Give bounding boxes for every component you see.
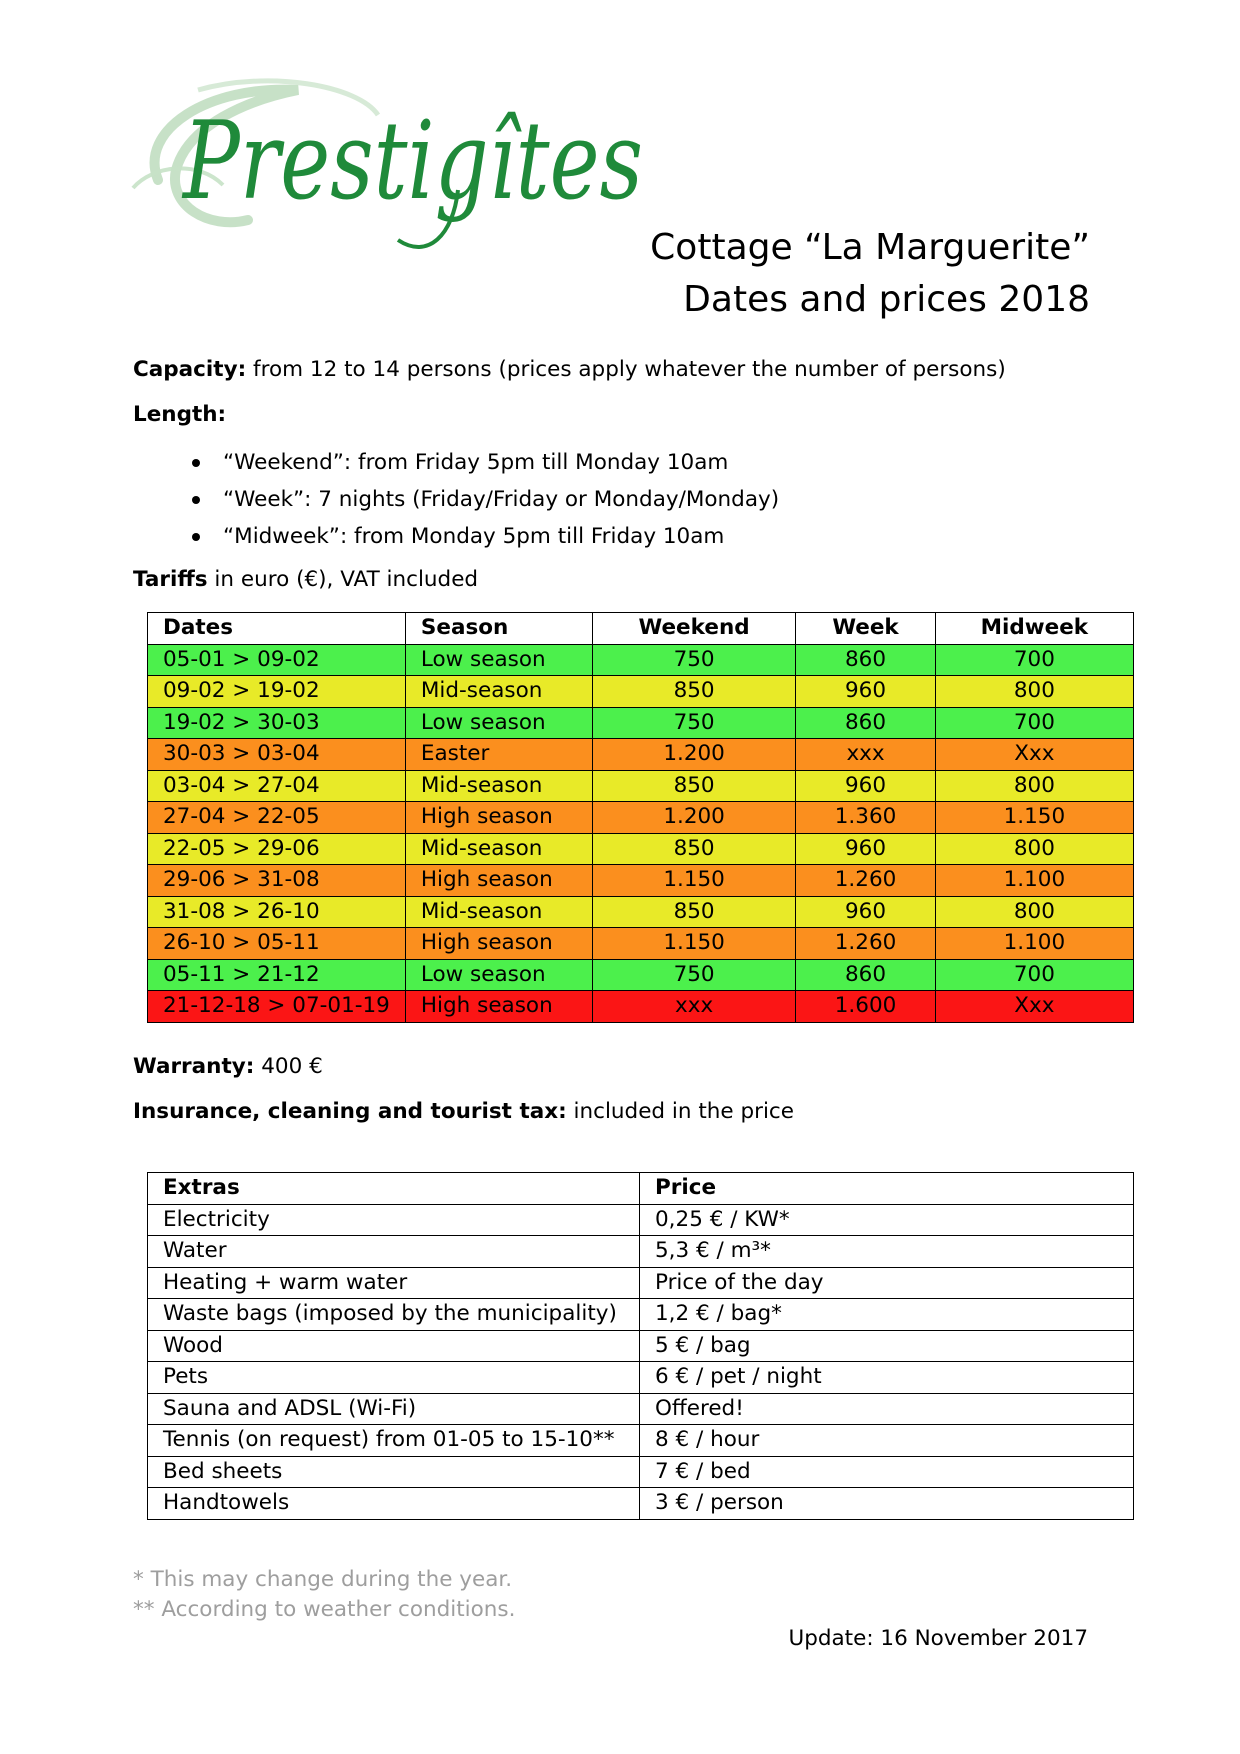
cell-extra-price: 0,25 € / KW*	[640, 1204, 1134, 1236]
capacity-text: from 12 to 14 persons (prices apply whatever the number of persons)	[246, 357, 1006, 382]
tariff-row	[148, 833, 1134, 865]
cell-dates: 26-10 > 05-11	[148, 928, 406, 960]
length-label-line	[133, 402, 226, 428]
extras-row	[148, 1393, 1134, 1425]
cell-extra-price: Offered!	[640, 1393, 1134, 1425]
warranty-label: Warranty:	[133, 1054, 255, 1079]
extras-body	[148, 1204, 1134, 1519]
tariff-row	[148, 676, 1134, 708]
extras-row	[148, 1362, 1134, 1394]
cell-extra-item: Water	[148, 1236, 640, 1268]
cell-week: 960	[796, 676, 935, 708]
cell-extra-price: 8 € / hour	[640, 1425, 1134, 1457]
cell-season: Mid-season	[405, 676, 592, 708]
cell-weekend: 750	[592, 644, 795, 676]
cell-dates: 27-04 > 22-05	[148, 802, 406, 834]
cell-midweek: 1.100	[935, 865, 1133, 897]
cell-dates: 29-06 > 31-08	[148, 865, 406, 897]
tariff-row	[148, 928, 1134, 960]
header-dates: Dates	[148, 613, 406, 645]
tariffs-text: in euro (€), VAT included	[207, 567, 479, 592]
cell-season: High season	[405, 991, 592, 1023]
insurance-label: Insurance, cleaning and tourist tax:	[133, 1099, 567, 1124]
insurance-line	[133, 1099, 794, 1125]
cell-extra-item: Sauna and ADSL (Wi-Fi)	[148, 1393, 640, 1425]
extras-row	[148, 1330, 1134, 1362]
cell-season: Low season	[405, 707, 592, 739]
cell-season: Low season	[405, 959, 592, 991]
length-item-weekend: “Weekend”: from Friday 5pm till Monday 10am	[190, 450, 779, 487]
length-item-midweek: “Midweek”: from Monday 5pm till Friday 10am	[190, 524, 779, 561]
cell-weekend: 1.150	[592, 928, 795, 960]
logo-wordmark: Prestigîtes	[181, 99, 644, 224]
header-week: Week	[796, 613, 935, 645]
tariff-row	[148, 959, 1134, 991]
cell-season: Mid-season	[405, 833, 592, 865]
length-item-week: “Week”: 7 nights (Friday/Friday or Monday/Monday)	[190, 487, 779, 524]
cell-week: 1.260	[796, 928, 935, 960]
cell-season: Mid-season	[405, 896, 592, 928]
cell-week: 860	[796, 644, 935, 676]
header-price: Price	[640, 1173, 1134, 1205]
tariffs-body	[148, 644, 1134, 1022]
cell-extra-price: 5 € / bag	[640, 1330, 1134, 1362]
cell-extra-item: Heating + warm water	[148, 1267, 640, 1299]
cell-midweek: 700	[935, 644, 1133, 676]
footnote-single-star: * This may change during the year.	[133, 1567, 513, 1592]
cell-extra-item: Pets	[148, 1362, 640, 1394]
capacity-label: Capacity:	[133, 357, 247, 382]
cell-extra-price: 5,3 € / m³*	[640, 1236, 1134, 1268]
tariff-row	[148, 770, 1134, 802]
capacity-line	[133, 357, 1006, 383]
cell-dates: 05-11 > 21-12	[148, 959, 406, 991]
cell-week: 960	[796, 770, 935, 802]
cell-midweek: 700	[935, 707, 1133, 739]
cell-midweek: 800	[935, 770, 1133, 802]
extras-table	[147, 1172, 1134, 1520]
cell-extra-item: Tennis (on request) from 01-05 to 15-10**	[148, 1425, 640, 1457]
cell-weekend: 1.200	[592, 739, 795, 771]
cell-dates: 31-08 > 26-10	[148, 896, 406, 928]
header-extras: Extras	[148, 1173, 640, 1205]
logo-graphic	[128, 70, 658, 265]
cell-extra-item: Bed sheets	[148, 1456, 640, 1488]
extras-row	[148, 1488, 1134, 1520]
extras-row	[148, 1425, 1134, 1457]
length-list	[190, 450, 779, 561]
cell-extra-price: 6 € / pet / night	[640, 1362, 1134, 1394]
cell-week: 1.360	[796, 802, 935, 834]
cell-season: Easter	[405, 739, 592, 771]
cell-dates: 05-01 > 09-02	[148, 644, 406, 676]
cell-week: 860	[796, 707, 935, 739]
cell-extra-price: 7 € / bed	[640, 1456, 1134, 1488]
insurance-text: included in the price	[566, 1099, 794, 1124]
cell-midweek: 800	[935, 896, 1133, 928]
tariff-row	[148, 865, 1134, 897]
tariffs-table	[147, 612, 1134, 1023]
cell-weekend: 850	[592, 676, 795, 708]
extras-row	[148, 1267, 1134, 1299]
cell-season: High season	[405, 802, 592, 834]
header-weekend: Weekend	[592, 613, 795, 645]
extras-header-row	[148, 1173, 1134, 1205]
cell-extra-price: 1,2 € / bag*	[640, 1299, 1134, 1331]
tariffs-header-row	[148, 613, 1134, 645]
extras-row	[148, 1456, 1134, 1488]
cell-midweek: Xxx	[935, 739, 1133, 771]
cell-extra-item: Handtowels	[148, 1488, 640, 1520]
tariff-row	[148, 991, 1134, 1023]
cell-dates: 09-02 > 19-02	[148, 676, 406, 708]
cell-midweek: Xxx	[935, 991, 1133, 1023]
cell-dates: 19-02 > 30-03	[148, 707, 406, 739]
cell-week: 1.260	[796, 865, 935, 897]
tariff-row	[148, 707, 1134, 739]
cell-week: 860	[796, 959, 935, 991]
cell-dates: 21-12-18 > 07-01-19	[148, 991, 406, 1023]
cell-weekend: 1.200	[592, 802, 795, 834]
tariff-row	[148, 802, 1134, 834]
cell-week: xxx	[796, 739, 935, 771]
tariffs-line	[133, 567, 478, 593]
cell-midweek: 1.100	[935, 928, 1133, 960]
cell-extra-item: Wood	[148, 1330, 640, 1362]
cell-dates: 22-05 > 29-06	[148, 833, 406, 865]
tariffs-label: Tariffs	[133, 567, 208, 592]
cell-season: High season	[405, 865, 592, 897]
document-title	[650, 222, 1090, 326]
length-label: Length:	[133, 402, 227, 427]
cell-season: Mid-season	[405, 770, 592, 802]
cell-midweek: 800	[935, 676, 1133, 708]
cell-extra-price: Price of the day	[640, 1267, 1134, 1299]
cell-dates: 03-04 > 27-04	[148, 770, 406, 802]
extras-row	[148, 1299, 1134, 1331]
cell-week: 1.600	[796, 991, 935, 1023]
cell-weekend: 850	[592, 770, 795, 802]
tariff-row	[148, 896, 1134, 928]
extras-row	[148, 1204, 1134, 1236]
cell-weekend: 850	[592, 896, 795, 928]
cell-midweek: 800	[935, 833, 1133, 865]
cell-midweek: 1.150	[935, 802, 1133, 834]
cell-weekend: 750	[592, 707, 795, 739]
warranty-line	[133, 1054, 323, 1080]
header-season: Season	[405, 613, 592, 645]
footnote-double-star: ** According to weather conditions.	[133, 1597, 516, 1622]
tariff-row	[148, 644, 1134, 676]
title-line-dates-prices: Dates and prices 2018	[683, 279, 1090, 320]
cell-weekend: 850	[592, 833, 795, 865]
title-line-cottage: Cottage “La Marguerite”	[650, 227, 1090, 268]
cell-week: 960	[796, 833, 935, 865]
cell-extra-item: Electricity	[148, 1204, 640, 1236]
header-midweek: Midweek	[935, 613, 1133, 645]
prestigites-logo	[128, 70, 658, 265]
extras-row	[148, 1236, 1134, 1268]
cell-season: High season	[405, 928, 592, 960]
cell-midweek: 700	[935, 959, 1133, 991]
update-date: Update: 16 November 2017	[788, 1626, 1088, 1651]
cell-extra-item: Waste bags (imposed by the municipality)	[148, 1299, 640, 1331]
warranty-text: 400 €	[254, 1054, 323, 1079]
cell-weekend: 750	[592, 959, 795, 991]
cell-weekend: xxx	[592, 991, 795, 1023]
cell-weekend: 1.150	[592, 865, 795, 897]
cell-week: 960	[796, 896, 935, 928]
tariff-row	[148, 739, 1134, 771]
cell-dates: 30-03 > 03-04	[148, 739, 406, 771]
cell-season: Low season	[405, 644, 592, 676]
cell-extra-price: 3 € / person	[640, 1488, 1134, 1520]
